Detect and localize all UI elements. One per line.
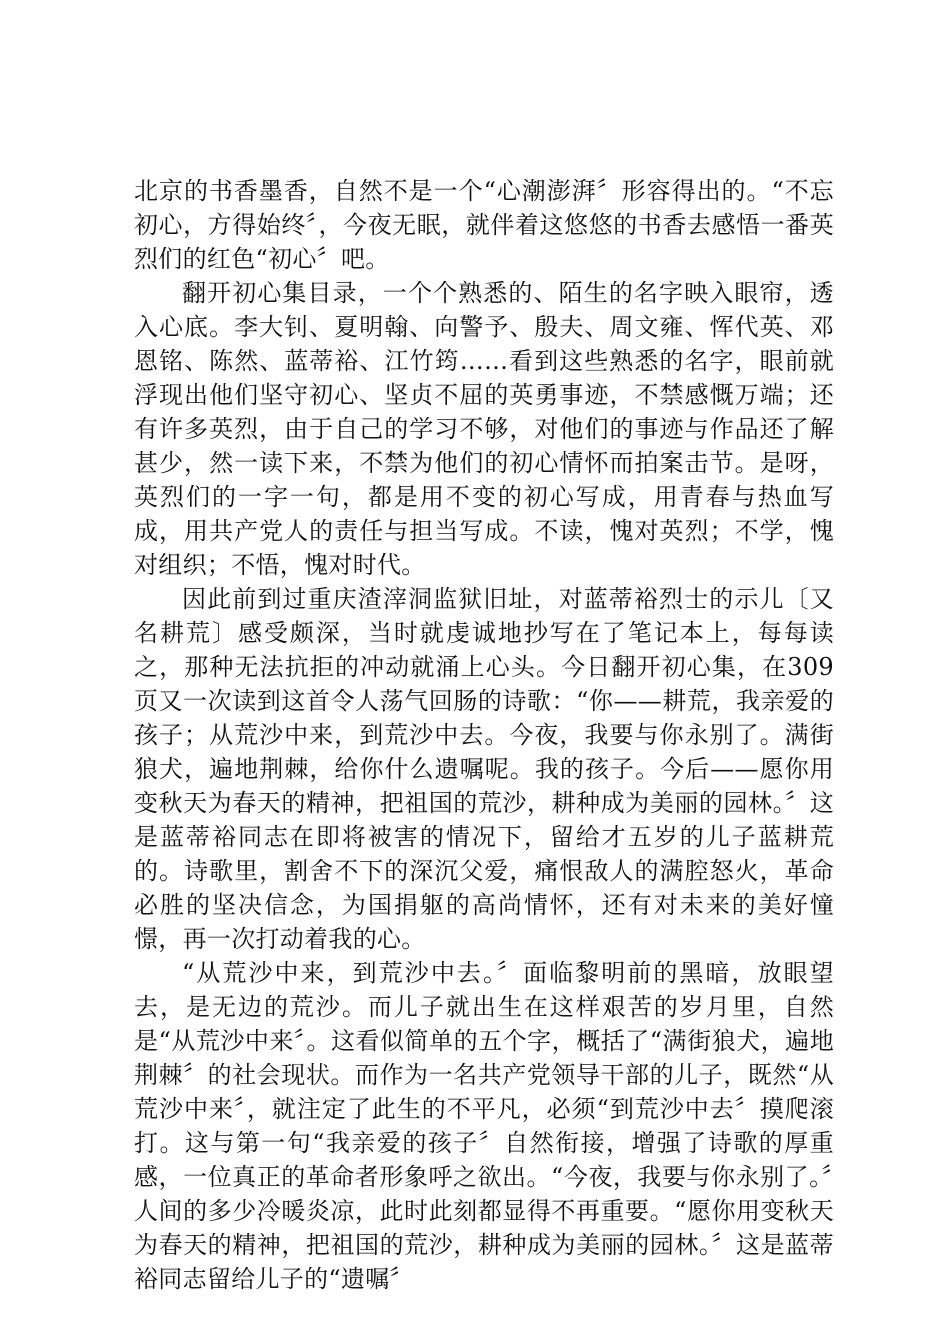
paragraph-2: 翻开初心集目录，一个个熟悉的、陌生的名字映入眼帘，透入心底。李大钊、夏明翰、向警予、殷夫、周文雍、恽代英、邓恩铭、陈然、蓝蒂裕、江竹筠……看到这些熟悉的名字，眼前就浮现出他们坚守初心、坚贞不屈的英勇事迹，不禁感慨万端；还有许多英烈，由于自己的学习不够，对他们的事迹与作品还了解甚少，然一读下来，不禁为他们的初心情怀而拍案击节。是呀，英烈们的一字一句，都是用不变的初心写成，用青春与热血写成，用共产党人的责任与担当写成。不读，愧对英烈；不学，愧对组织；不悟，愧对时代。 bbox=[134, 279, 834, 579]
paragraph-1: 北京的书香墨香，自然不是一个“心潮澎湃〞形容得出的。“不忘初心，方得始终〞，今夜无眠，就伴着这悠悠的书香去感悟一番英烈们的红色“初心〞吧。 bbox=[134, 177, 834, 273]
body-text bbox=[134, 174, 834, 1296]
paragraph-4: “从荒沙中来，到荒沙中去。〞面临黎明前的黑暗，放眼望去，是无边的荒沙。而儿子就出生在这样艰苦的岁月里，自然是“从荒沙中来〞。这看似简单的五个字，概括了“满街狼犬，遍地荆棘〞的社会现状。而作为一名共产党领导干部的儿子，既然“从荒沙中来〞，就注定了此生的不平凡，必须“到荒沙中去〞摸爬滚打。这与第一句“我亲爱的孩子〞自然衔接，增强了诗歌的厚重感，一位真正的革命者形象呼之欲出。“今夜，我要与你永别了。〞人间的多少冷暖炎凉，此时此刻都显得不再重要。“愿你用变秋天为春天的精神，把祖国的荒沙，耕种成为美丽的园林。〞这是蓝蒂裕同志留给儿子的“遗嘱〞 bbox=[134, 959, 834, 1293]
paragraph-3: 因此前到过重庆渣滓洞监狱旧址，对蓝蒂裕烈士的示儿〔又名耕荒〕感受颇深，当时就虔诚地抄写在了笔记本上，每每读之，那种无法抗拒的冲动就涌上心头。今日翻开初心集，在309页又一次读到这首令人荡气回肠的诗歌：“你——耕荒，我亲爱的孩子；从荒沙中来，到荒沙中去。今夜，我要与你永别了。满街狼犬，遍地荆棘，给你什么遗嘱呢。我的孩子。今后——愿你用变秋天为春天的精神，把祖国的荒沙，耕种成为美丽的园林。〞这是蓝蒂裕同志在即将被害的情况下，留给才五岁的儿子蓝耕荒的。诗歌里，割舍不下的深沉父爱，痛恨敌人的满腔怒火，革命必胜的坚决信念，为国捐躯的高尚情怀，还有对未来的美好憧憬，再一次打动着我的心。 bbox=[134, 585, 834, 953]
